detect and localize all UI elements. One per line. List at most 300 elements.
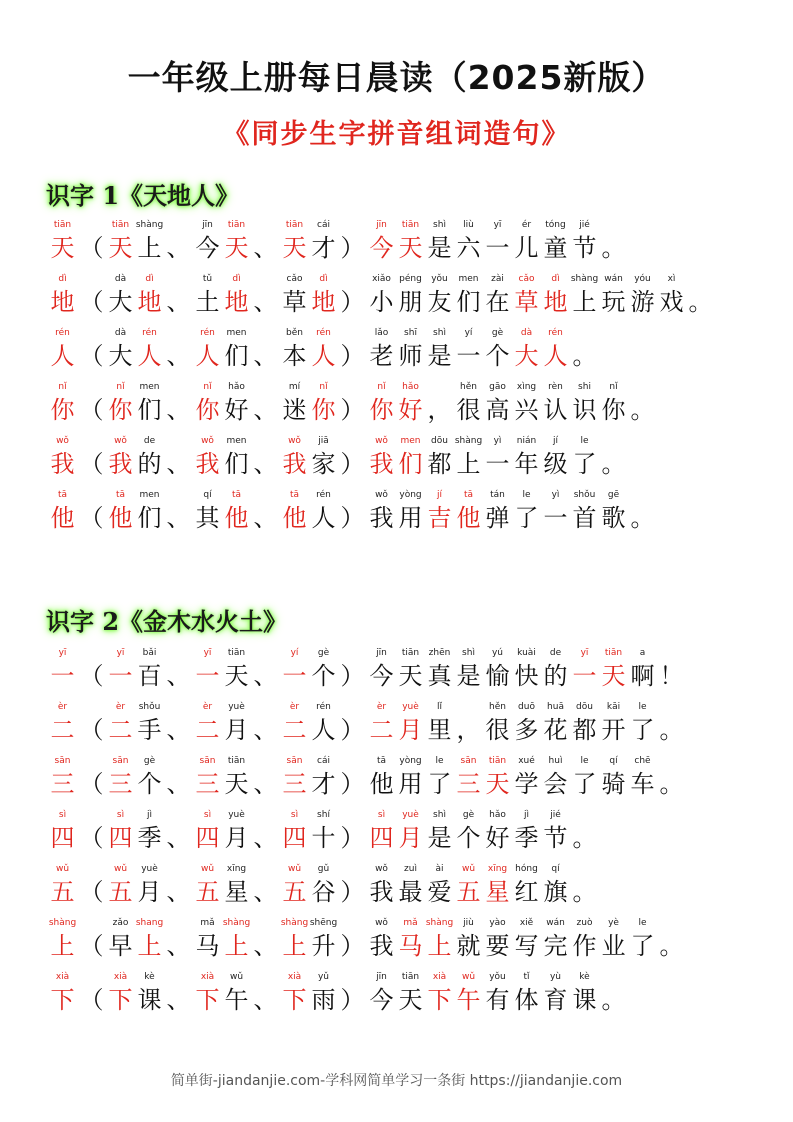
hanzi: 星 bbox=[224, 878, 249, 906]
hanzi: 好 bbox=[224, 396, 249, 424]
hanzi: 都 bbox=[572, 716, 597, 744]
hanzi: ） bbox=[340, 396, 365, 424]
hanzi: 天 bbox=[601, 662, 626, 690]
hanzi: 天 bbox=[224, 234, 249, 262]
pinyin: yuè bbox=[228, 702, 245, 712]
pinyin: wǒ bbox=[375, 918, 388, 928]
pinyin: kāi bbox=[606, 702, 621, 712]
hanzi: 、 bbox=[253, 986, 278, 1014]
pinyin: tiān bbox=[111, 220, 130, 230]
pinyin: jié bbox=[579, 220, 590, 230]
hanzi: 三 bbox=[108, 770, 133, 798]
pinyin: cǎo bbox=[518, 274, 535, 284]
pinyin: kè bbox=[144, 972, 155, 982]
pinyin: tā bbox=[463, 490, 474, 500]
pinyin: cái bbox=[317, 756, 330, 766]
hanzi: 作 bbox=[572, 932, 597, 960]
hanzi: 愉 bbox=[485, 662, 510, 690]
hanzi: （ bbox=[79, 878, 104, 906]
pinyin: wán bbox=[546, 918, 565, 928]
hanzi: 在 bbox=[485, 288, 510, 316]
hanzi: 、 bbox=[166, 504, 191, 532]
sentence-line bbox=[48, 326, 599, 371]
hanzi: 、 bbox=[253, 504, 278, 532]
pinyin: wán bbox=[604, 274, 623, 284]
pinyin: huì bbox=[548, 756, 563, 766]
hanzi: ） bbox=[340, 662, 365, 690]
pinyin: tā bbox=[115, 490, 126, 500]
hanzi: 。 bbox=[630, 396, 655, 424]
hanzi: 、 bbox=[166, 450, 191, 478]
hanzi: 快 bbox=[514, 662, 539, 690]
hanzi: 二 bbox=[282, 716, 307, 744]
hanzi: 。 bbox=[630, 504, 655, 532]
pinyin: tiān bbox=[53, 220, 72, 230]
hanzi: 地 bbox=[543, 288, 568, 316]
hanzi: 年 bbox=[514, 450, 539, 478]
pinyin: wǔ bbox=[200, 864, 215, 874]
pinyin: gē bbox=[607, 490, 620, 500]
pinyin: wǔ bbox=[55, 864, 70, 874]
pinyin: jīn bbox=[376, 220, 387, 230]
hanzi: 、 bbox=[166, 986, 191, 1014]
pinyin: jié bbox=[550, 810, 561, 820]
pinyin: tiān bbox=[401, 220, 420, 230]
hanzi: 。 bbox=[572, 878, 597, 906]
hanzi: 、 bbox=[166, 770, 191, 798]
hanzi: ） bbox=[340, 986, 365, 1014]
hanzi: 地 bbox=[137, 288, 162, 316]
hanzi: 你 bbox=[50, 396, 75, 424]
pinyin: èr bbox=[115, 702, 126, 712]
pinyin: le bbox=[435, 756, 444, 766]
pinyin: rén bbox=[316, 702, 331, 712]
hanzi: 我 bbox=[195, 450, 220, 478]
pinyin: wǒ bbox=[375, 864, 388, 874]
hanzi: 写 bbox=[514, 932, 539, 960]
pinyin bbox=[591, 970, 636, 985]
footer-text: 简单街-jiandanjie.com-学科网简单学习一条街 https://jiandanjie.com bbox=[170, 1073, 623, 1089]
hanzi: 你 bbox=[601, 396, 626, 424]
hanzi: 、 bbox=[253, 716, 278, 744]
hanzi: 。 bbox=[572, 824, 597, 852]
pinyin: shàng bbox=[222, 918, 251, 928]
pinyin: èr bbox=[57, 702, 68, 712]
pinyin bbox=[620, 488, 665, 503]
pinyin: jiā bbox=[318, 436, 329, 446]
hanzi: 、 bbox=[253, 342, 278, 370]
pinyin: chē bbox=[634, 756, 651, 766]
hanzi: 玩 bbox=[601, 288, 626, 316]
hanzi: 土 bbox=[195, 288, 220, 316]
hanzi: 。 bbox=[659, 770, 684, 798]
hanzi: 育 bbox=[543, 986, 568, 1014]
hanzi: 草 bbox=[514, 288, 539, 316]
pinyin: nǐ bbox=[609, 382, 618, 392]
pinyin bbox=[562, 808, 607, 823]
hanzi: 地 bbox=[224, 288, 249, 316]
char-cell bbox=[599, 970, 628, 1015]
sentence-line bbox=[48, 646, 686, 691]
hanzi: 用 bbox=[398, 504, 423, 532]
hanzi: （ bbox=[79, 396, 104, 424]
hanzi: 天 bbox=[398, 662, 423, 690]
pinyin: huā bbox=[547, 702, 564, 712]
hanzi: 一 bbox=[195, 662, 220, 690]
pinyin: hěn bbox=[460, 382, 477, 392]
hanzi: 的 bbox=[137, 450, 162, 478]
pinyin: tiān bbox=[401, 648, 420, 658]
pinyin: zuò bbox=[576, 918, 593, 928]
page-subtitle: 《同步生字拼音组词造句》 bbox=[222, 119, 571, 150]
hanzi: 上 bbox=[50, 932, 75, 960]
pinyin: jí bbox=[436, 490, 442, 500]
hanzi: 五 bbox=[195, 878, 220, 906]
pinyin: xìng bbox=[516, 382, 537, 392]
hanzi: 我 bbox=[50, 450, 75, 478]
pinyin: nǐ bbox=[203, 382, 212, 392]
hanzi: 、 bbox=[253, 770, 278, 798]
hanzi: 上 bbox=[282, 932, 307, 960]
pinyin: jiù bbox=[463, 918, 474, 928]
pinyin: tiān bbox=[227, 648, 246, 658]
pinyin: shàng bbox=[280, 918, 309, 928]
hanzi: ） bbox=[340, 504, 365, 532]
hanzi: 人 bbox=[311, 342, 336, 370]
hanzi: 四 bbox=[369, 824, 394, 852]
pinyin: wǔ bbox=[461, 864, 476, 874]
hanzi: 们 bbox=[224, 342, 249, 370]
hanzi: 我 bbox=[369, 504, 394, 532]
pinyin: men bbox=[400, 436, 421, 446]
hanzi: 们 bbox=[224, 450, 249, 478]
pinyin: yǔ bbox=[317, 972, 330, 982]
hanzi: 谷 bbox=[311, 878, 336, 906]
pinyin: shì bbox=[462, 648, 475, 658]
hanzi: 、 bbox=[166, 662, 191, 690]
pinyin: ài bbox=[435, 864, 444, 874]
hanzi: 马 bbox=[195, 932, 220, 960]
hanzi: （ bbox=[79, 716, 104, 744]
hanzi: 开 bbox=[601, 716, 626, 744]
hanzi: 我 bbox=[282, 450, 307, 478]
hanzi: 升 bbox=[311, 932, 336, 960]
hanzi: 。 bbox=[688, 288, 713, 316]
hanzi: 本 bbox=[282, 342, 307, 370]
hanzi: 他 bbox=[108, 504, 133, 532]
pinyin: mí bbox=[288, 382, 301, 392]
pinyin: shǒu bbox=[573, 490, 596, 500]
hanzi: 节 bbox=[543, 824, 568, 852]
hanzi: 很 bbox=[485, 716, 510, 744]
pinyin: yù bbox=[549, 972, 562, 982]
hanzi: 我 bbox=[369, 878, 394, 906]
pinyin bbox=[678, 272, 723, 287]
hanzi: 了 bbox=[572, 770, 597, 798]
hanzi: 下 bbox=[195, 986, 220, 1014]
char-cell bbox=[657, 646, 686, 691]
pinyin: tiān bbox=[285, 220, 304, 230]
hanzi: 体 bbox=[514, 986, 539, 1014]
pinyin: rén bbox=[142, 328, 157, 338]
hanzi: 地 bbox=[50, 288, 75, 316]
pinyin: qí bbox=[551, 864, 560, 874]
hanzi: 歌 bbox=[601, 504, 626, 532]
hanzi: 学 bbox=[514, 770, 539, 798]
pinyin: yī bbox=[203, 648, 212, 658]
pinyin: rèn bbox=[548, 382, 563, 392]
hanzi: （ bbox=[79, 932, 104, 960]
pinyin: kè bbox=[579, 972, 590, 982]
sentence-line bbox=[48, 916, 686, 961]
hanzi: （ bbox=[79, 234, 104, 262]
pinyin: wǔ bbox=[229, 972, 244, 982]
pinyin: xià bbox=[200, 972, 215, 982]
hanzi: ） bbox=[340, 770, 365, 798]
pinyin: dà bbox=[114, 274, 127, 284]
pinyin: tóng bbox=[545, 220, 566, 230]
hanzi: 你 bbox=[369, 396, 394, 424]
pinyin: sì bbox=[58, 810, 67, 820]
pinyin: dì bbox=[319, 274, 328, 284]
pinyin: wǒ bbox=[201, 436, 214, 446]
hanzi: 。 bbox=[601, 234, 626, 262]
hanzi: 好 bbox=[485, 824, 510, 852]
pinyin: rén bbox=[316, 490, 331, 500]
hanzi: 雨 bbox=[311, 986, 336, 1014]
pinyin: rén bbox=[548, 328, 563, 338]
hanzi: 天 bbox=[398, 234, 423, 262]
hanzi: 月 bbox=[398, 716, 423, 744]
pinyin: ér bbox=[521, 220, 532, 230]
hanzi: 三 bbox=[456, 770, 481, 798]
pinyin: bǎi bbox=[142, 648, 157, 658]
hanzi: 三 bbox=[195, 770, 220, 798]
hanzi: 一 bbox=[50, 662, 75, 690]
hanzi: 三 bbox=[282, 770, 307, 798]
hanzi: 月 bbox=[224, 824, 249, 852]
hanzi: 、 bbox=[166, 234, 191, 262]
pinyin: xià bbox=[287, 972, 302, 982]
pinyin: men bbox=[139, 382, 160, 392]
hanzi: 人 bbox=[195, 342, 220, 370]
hanzi: ！ bbox=[659, 662, 684, 690]
pinyin: qí bbox=[203, 490, 212, 500]
pinyin: xīng bbox=[487, 864, 508, 874]
pinyin: tǔ bbox=[202, 274, 213, 284]
hanzi: 。 bbox=[572, 342, 597, 370]
hanzi: 大 bbox=[108, 342, 133, 370]
hanzi: 、 bbox=[253, 662, 278, 690]
pinyin bbox=[591, 434, 636, 449]
hanzi: 戏 bbox=[659, 288, 684, 316]
hanzi: 我 bbox=[108, 450, 133, 478]
pinyin: shi bbox=[578, 382, 591, 392]
char-cell bbox=[599, 218, 628, 263]
pinyin: shì bbox=[433, 810, 446, 820]
pinyin: yú bbox=[491, 648, 504, 658]
pinyin: èr bbox=[289, 702, 300, 712]
hanzi: 一 bbox=[456, 342, 481, 370]
pinyin: jí bbox=[552, 436, 558, 446]
hanzi: 大 bbox=[108, 288, 133, 316]
hanzi: 星 bbox=[485, 878, 510, 906]
hanzi: 花 bbox=[543, 716, 568, 744]
hanzi: 大 bbox=[514, 342, 539, 370]
hanzi: 认 bbox=[543, 396, 568, 424]
pinyin: rén bbox=[200, 328, 215, 338]
hanzi: 我 bbox=[369, 932, 394, 960]
hanzi: 四 bbox=[108, 824, 133, 852]
pinyin: shēng bbox=[309, 918, 338, 928]
hanzi: 、 bbox=[166, 716, 191, 744]
hanzi: 上 bbox=[427, 932, 452, 960]
hanzi: 二 bbox=[369, 716, 394, 744]
pinyin bbox=[562, 326, 607, 341]
hanzi: 月 bbox=[398, 824, 423, 852]
hanzi: 、 bbox=[166, 932, 191, 960]
hanzi: ） bbox=[340, 342, 365, 370]
pinyin: zǎo bbox=[112, 918, 129, 928]
hanzi: 午 bbox=[224, 986, 249, 1014]
hanzi: 一 bbox=[543, 504, 568, 532]
pinyin: tā bbox=[376, 756, 387, 766]
pinyin: xué bbox=[518, 756, 535, 766]
pinyin bbox=[620, 380, 665, 395]
pinyin: nǐ bbox=[377, 382, 386, 392]
pinyin: xià bbox=[113, 972, 128, 982]
hanzi: （ bbox=[79, 770, 104, 798]
hanzi: 、 bbox=[166, 342, 191, 370]
hanzi: 你 bbox=[311, 396, 336, 424]
hanzi: 真 bbox=[427, 662, 452, 690]
hanzi: ） bbox=[340, 288, 365, 316]
pinyin: nǐ bbox=[319, 382, 328, 392]
hanzi: 天 bbox=[108, 234, 133, 262]
hanzi: 业 bbox=[601, 932, 626, 960]
pinyin: zuì bbox=[404, 864, 417, 874]
hanzi: 、 bbox=[253, 932, 278, 960]
hanzi: 二 bbox=[195, 716, 220, 744]
hanzi: 你 bbox=[195, 396, 220, 424]
hanzi: 、 bbox=[166, 878, 191, 906]
pinyin: yī bbox=[116, 648, 125, 658]
pinyin: cái bbox=[317, 220, 330, 230]
sentence-line bbox=[48, 218, 628, 263]
pinyin: sì bbox=[203, 810, 212, 820]
pinyin: sān bbox=[112, 756, 129, 766]
hanzi: 才 bbox=[311, 234, 336, 262]
pinyin bbox=[649, 916, 694, 931]
pinyin: yī bbox=[580, 648, 589, 658]
pinyin: xì bbox=[667, 274, 676, 284]
hanzi: 弹 bbox=[485, 504, 510, 532]
pinyin: hǎo bbox=[402, 382, 419, 392]
pinyin: jì bbox=[146, 810, 152, 820]
hanzi: ） bbox=[340, 932, 365, 960]
hanzi: 车 bbox=[630, 770, 655, 798]
pinyin: wǒ bbox=[56, 436, 69, 446]
hanzi: 五 bbox=[282, 878, 307, 906]
pinyin bbox=[591, 218, 636, 233]
pinyin: yòng bbox=[399, 490, 422, 500]
hanzi: 、 bbox=[253, 234, 278, 262]
pinyin: shàng bbox=[48, 918, 77, 928]
pinyin: hóng bbox=[515, 864, 538, 874]
pinyin: zài bbox=[491, 274, 504, 284]
char-cell bbox=[686, 272, 715, 317]
hanzi: 下 bbox=[427, 986, 452, 1014]
hanzi: 了 bbox=[427, 770, 452, 798]
hanzi: 家 bbox=[311, 450, 336, 478]
pinyin: hěn bbox=[489, 702, 506, 712]
hanzi: 三 bbox=[50, 770, 75, 798]
pinyin: gè bbox=[462, 810, 475, 820]
char-cell bbox=[657, 916, 686, 961]
hanzi: 会 bbox=[543, 770, 568, 798]
pinyin: dōu bbox=[576, 702, 593, 712]
hanzi: 师 bbox=[398, 342, 423, 370]
hanzi: 个 bbox=[456, 824, 481, 852]
pinyin: dì bbox=[551, 274, 560, 284]
pinyin: liù bbox=[463, 220, 474, 230]
hanzi: 人 bbox=[543, 342, 568, 370]
hanzi: 完 bbox=[543, 932, 568, 960]
pinyin: yī bbox=[493, 220, 502, 230]
hanzi: （ bbox=[79, 450, 104, 478]
pinyin: le bbox=[580, 436, 589, 446]
pinyin: yī bbox=[58, 648, 67, 658]
pinyin: yuè bbox=[402, 810, 419, 820]
sentence-line bbox=[48, 808, 599, 853]
hanzi: 旗 bbox=[543, 878, 568, 906]
pinyin: qí bbox=[609, 756, 618, 766]
pinyin: tán bbox=[490, 490, 505, 500]
hanzi: 。 bbox=[601, 450, 626, 478]
hanzi: 、 bbox=[166, 288, 191, 316]
pinyin: dì bbox=[145, 274, 154, 284]
sentence-line bbox=[48, 272, 715, 317]
pinyin: shì bbox=[433, 328, 446, 338]
hanzi: 季 bbox=[514, 824, 539, 852]
hanzi: 。 bbox=[659, 716, 684, 744]
pinyin: shang bbox=[135, 918, 164, 928]
hanzi: 游 bbox=[630, 288, 655, 316]
pinyin: gǔ bbox=[317, 864, 330, 874]
pinyin: zhēn bbox=[428, 648, 451, 658]
hanzi: 上 bbox=[572, 288, 597, 316]
pinyin: wǒ bbox=[375, 490, 388, 500]
hanzi: 小 bbox=[369, 288, 394, 316]
pinyin: dōu bbox=[431, 436, 448, 446]
hanzi: 了 bbox=[514, 504, 539, 532]
sentence-line bbox=[48, 970, 628, 1015]
pinyin: shǒu bbox=[138, 702, 161, 712]
hanzi: ） bbox=[340, 716, 365, 744]
pinyin: hǎo bbox=[489, 810, 506, 820]
pinyin: nián bbox=[516, 436, 537, 446]
hanzi: 、 bbox=[253, 878, 278, 906]
pinyin bbox=[649, 700, 694, 715]
pinyin: kuài bbox=[517, 648, 536, 658]
hanzi: 友 bbox=[427, 288, 452, 316]
hanzi: 午 bbox=[456, 986, 481, 1014]
hanzi: 一 bbox=[485, 234, 510, 262]
hanzi: 首 bbox=[572, 504, 597, 532]
hanzi: 、 bbox=[253, 288, 278, 316]
pinyin: shì bbox=[433, 220, 446, 230]
hanzi: 都 bbox=[427, 450, 452, 478]
